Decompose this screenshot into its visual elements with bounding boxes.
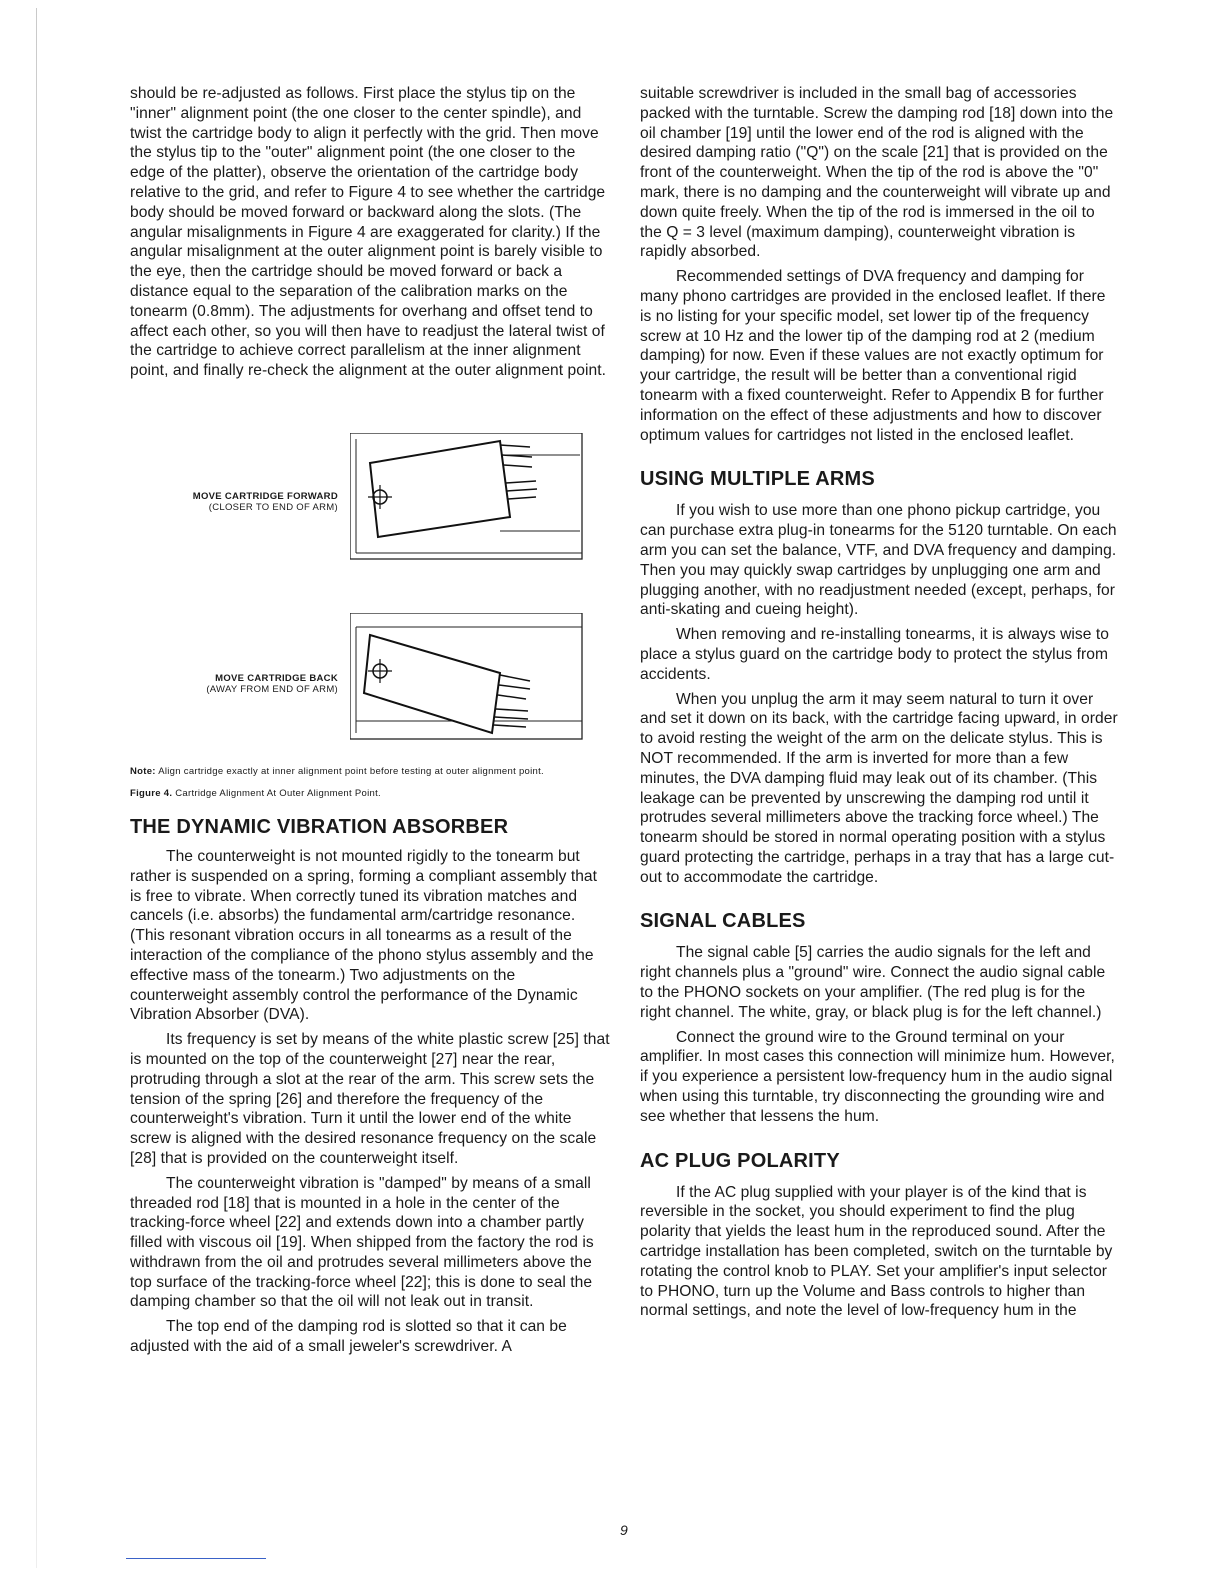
- dva-heading: THE DYNAMIC VIBRATION ABSORBER: [130, 815, 509, 838]
- dva-paragraph-3: The counterweight vibration is "damped" by means of a small threaded rod [18] that is mounted in a hole in the center of the tracking-force wheel [22] and extends down into a chamber partly filled with viscous oil [19]. When shipped from the factory the rod is withdrawn from the oil and protrudes several millimeters above the top surface of the tracking-force wheel [22]; this is done to seal the damping chamber so that the oil will not leak out in transit.: [130, 1174, 594, 1311]
- signal-cables-paragraph-2: Connect the ground wire to the Ground terminal on your amplifier. In most cases this connection will minimize hum. However, if you experience a persistent low-frequency hum in the audio signal when using this turntable, try disconnecting the grounding wire and see whether that lessens the hum.: [640, 1028, 1115, 1125]
- page-number: 9: [620, 1522, 628, 1538]
- back-diagram: [350, 613, 590, 743]
- figure-notes: [130, 765, 600, 801]
- dva-paragraph-2: Its frequency is set by means of the white plastic screw [25] that is mounted on the top of the counterweight [27] near the rear, protruding through a slot at the rear of the arm. This screw sets the tension of the spring [26] and therefore the frequency of the counterweight's vibration. Turn it until the lower end of the white screw is aligned with the desired resonance frequency on the scale [28] that is provided on the counterweight itself.: [130, 1031, 610, 1167]
- dva-paragraph-1: The counterweight is not mounted rigidly to the tonearm but rather is suspended on a spring, forming a compliant assembly that is free to vibrate. When correctly tuned its vibration matches and cancels (i.e. absorbs) the fundamental arm/cartridge resonance. (This resonant vibration occurs in all tonearms as a result of the interaction of the compliance of the phono stylus assembly and the effective mass of the tonearm.) Two adjustments on the counterweight assembly control the performance of the Dynamic Vibration Absorber (DVA).: [130, 847, 598, 1024]
- figure-4: [130, 391, 610, 801]
- recommended-settings-paragraph: Recommended settings of DVA frequency and damping for many phono cartridges are provided in the enclosed leaflet. If there is no listing for your specific model, set lower tip of the frequency screw at 10 Hz and the lower tip of the damping rod at 2 (medium damping) for now. Even if these values are not exactly optimum for your cartridge, the result will be better than a conventional rigid tonearm with a fixed counterweight. Refer to Appendix B for further information on the effect of these adjustments and how to discover optimum values for cartridges not listed in the enclosed leaflet.: [640, 268, 1106, 444]
- continued-paragraph: suitable screwdriver is included in the small bag of accessories packed with the turntable. Screw the damping rod [18] down into the oil chamber [19] until the lower end of the rod is aligned with the desired damping ratio ("Q") on the scale [21] that is provided on the front of the counterweight. When the tip of the rod is above the "0" mark, there is no damping and the counterweight will vibrate up and down quite freely. When the tip of the rod is immersed in the oil to the Q = 3 level (maximum damping), counterweight vibration is rapidly absorbed.: [640, 85, 1114, 261]
- right-column: [640, 84, 1120, 1326]
- multiple-arms-paragraph-2: When removing and re-installing tonearms, it is always wise to place a stylus guard on the cartridge body to protect the stylus from accidents.: [640, 626, 1109, 683]
- forward-diagram: [350, 433, 590, 563]
- signal-cables-heading: SIGNAL CABLES: [640, 910, 806, 933]
- forward-label: MOVE CARTRIDGE FORWARD (CLOSER TO END OF ARM): [192, 490, 338, 513]
- figure-caption: Figure 4. Cartridge Alignment At Outer Alignment Point.: [130, 787, 381, 799]
- multiple-arms-paragraph-1: If you wish to use more than one phono pickup cartridge, you can purchase extra plug-in tonearms for the 5120 turntable. On each arm you can set the balance, VTF, and DVA frequency and damping. Then you may quickly swap cartridges by unplugging one arm and plugging another, with no readjustment needed (except, perhaps, for anti-skating and cueing height).: [640, 502, 1117, 619]
- dva-paragraph-4: The top end of the damping rod is slotted so that it can be adjusted with the aid of a small jeweler's screwdriver. A: [130, 1318, 567, 1356]
- left-column: [130, 84, 610, 1362]
- signal-cables-paragraph-1: The signal cable [5] carries the audio signals for the left and right channels plus a "ground" wire. Connect the audio signal cable to the PHONO sockets on your amplifier. (The red plug is for the right channel. The white, gray, or black plug is for the left channel.): [640, 944, 1106, 1021]
- multiple-arms-paragraph-3: When you unplug the arm it may seem natural to turn it over and set it down on its back, with the cartridge facing upward, in order to avoid resting the weight of the arm on the delicate stylus. This is NOT recommended. If the arm is inverted for more than a few minutes, the DVA damping fluid may leak out of its chamber. (This leakage can be prevented by unscrewing the damping rod until it protrudes several millimeters above the tracking force wheel.) The tonearm should be stored in normal operating position with a stylus guard protecting the cartridge, perhaps in a tray that has a large cut-out to accommodate the cartridge.: [640, 690, 1118, 886]
- intro-paragraph: should be re-adjusted as follows. First place the stylus tip on the "inner" alignment point (the one closer to the center spindle), and twist the cartridge body to align it perfectly with the grid. Then move the stylus tip to the "outer" alignment point (the one closer to the edge of the platter), observe the orientation of the cartridge body relative to the grid, and refer to Figure 4 to see whether the cartridge body should be moved forward or backward along the slots. (The angular misalignments in Figure 4 are exaggerated for clarity.) If the angular misalignment at the outer alignment point is barely visible to the eye, then the cartridge should be moved forward or back a distance equal to the separation of the calibration marks on the tonearm (0.8mm). The adjustments for overhang and offset tend to affect each other, so you will then have to readjust the lateral twist of the cartridge to achieve correct parallelism at the inner alignment point, and finally re-check the alignment at the outer alignment point.: [130, 85, 606, 380]
- figure-note: Note: Align cartridge exactly at inner alignment point before testing at outer alignment point.: [130, 765, 545, 777]
- back-label: MOVE CARTRIDGE BACK (AWAY FROM END OF ARM): [206, 672, 338, 695]
- ac-plug-paragraph: If the AC plug supplied with your player is of the kind that is reversible in the socket, you should experiment to find the plug polarity that yields the least hum in the reproduced sound. After the cartridge installation has been completed, switch on the turntable by rotating the control knob to PLAY. Set your amplifier's input selector to PHONO, turn up the Volume and Bass controls to higher than normal settings, and note the level of low-frequency hum in the: [640, 1183, 1113, 1320]
- ac-plug-heading: AC PLUG POLARITY: [640, 1149, 840, 1172]
- multiple-arms-heading: USING MULTIPLE ARMS: [640, 468, 875, 491]
- footer-rule: [126, 1558, 266, 1559]
- page-edge-line: [36, 8, 37, 1568]
